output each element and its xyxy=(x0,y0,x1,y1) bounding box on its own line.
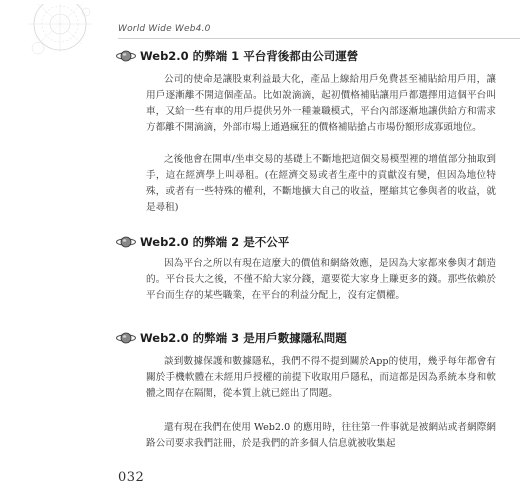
paragraph: 公司的使命是讓股東利益最大化，產品上線給用戶免費甚至補貼給用戶用，讓用戶逐漸離不開這個產品。比如說滴滴，起初價格補貼讓用戶都選擇用這個平台叫車，又給一些有車的用戶提供另外一種兼職模式，平台內部逐漸地讓供給方和需求方都離不開滴滴，外部市場上通過瘋狂的價格補貼搶占市場份額形成寡頭地位。 xyxy=(146,74,496,133)
header-divider xyxy=(118,38,520,39)
page-number: 032 xyxy=(118,470,145,485)
planet-bullet-icon xyxy=(116,48,136,64)
section-heading-text: Web2.0 的弊端 1 平台背後都由公司運營 xyxy=(140,49,359,63)
paragraph: 因為平台之所以有現在這麼大的價值和網絡效應，是因為大家都來參與才創造的。平台長大之後，不僅不給大家分錢，還要從大家身上賺更多的錢。那些依賴於平台而生存的某些職業，在平台的利益分配上，沒有定價權。 xyxy=(146,258,496,301)
section-heading-text: Web2.0 的弊端 2 是不公平 xyxy=(140,235,290,249)
paragraph: 還有現在我們在使用 Web2.0 的應用時，往往第一件事就是被網站或者網際網路公司要求我們註冊，於是我們的許多個人信息就被收集起 xyxy=(146,422,496,449)
paragraph: 之後他會在開車/坐車交易的基礎上不斷地把這個交易模型裡的增值部分抽取到手，這在經濟學上叫尋租。(在經濟交易或者生產中的貢獻沒有變，但因為地位特殊，或者有一些特殊的權利，不斷地擴大自己的收益，壓縮其它參與者的收益，就是尋租) xyxy=(146,154,496,213)
planet-bullet-icon xyxy=(116,330,136,346)
decorative-ornament-icon xyxy=(8,4,118,68)
section-heading-1 xyxy=(116,48,358,64)
section-heading-2 xyxy=(116,234,289,250)
planet-bullet-icon xyxy=(116,234,136,250)
running-header-title: World Wide Web4.0 xyxy=(118,24,211,34)
section-heading-text: Web2.0 的弊端 3 是用戶數據隱私問題 xyxy=(140,331,347,345)
section-heading-3 xyxy=(116,330,347,346)
paragraph: 談到數據保護和數據隱私，我們不得不提到關於App的使用，幾乎每年都會有關於手機軟體在未經用戶授權的前提下收取用戶隱私，而這都是因為系統本身和軟體之間存在隔閡，從本質上就已經出了問題。 xyxy=(146,356,496,399)
